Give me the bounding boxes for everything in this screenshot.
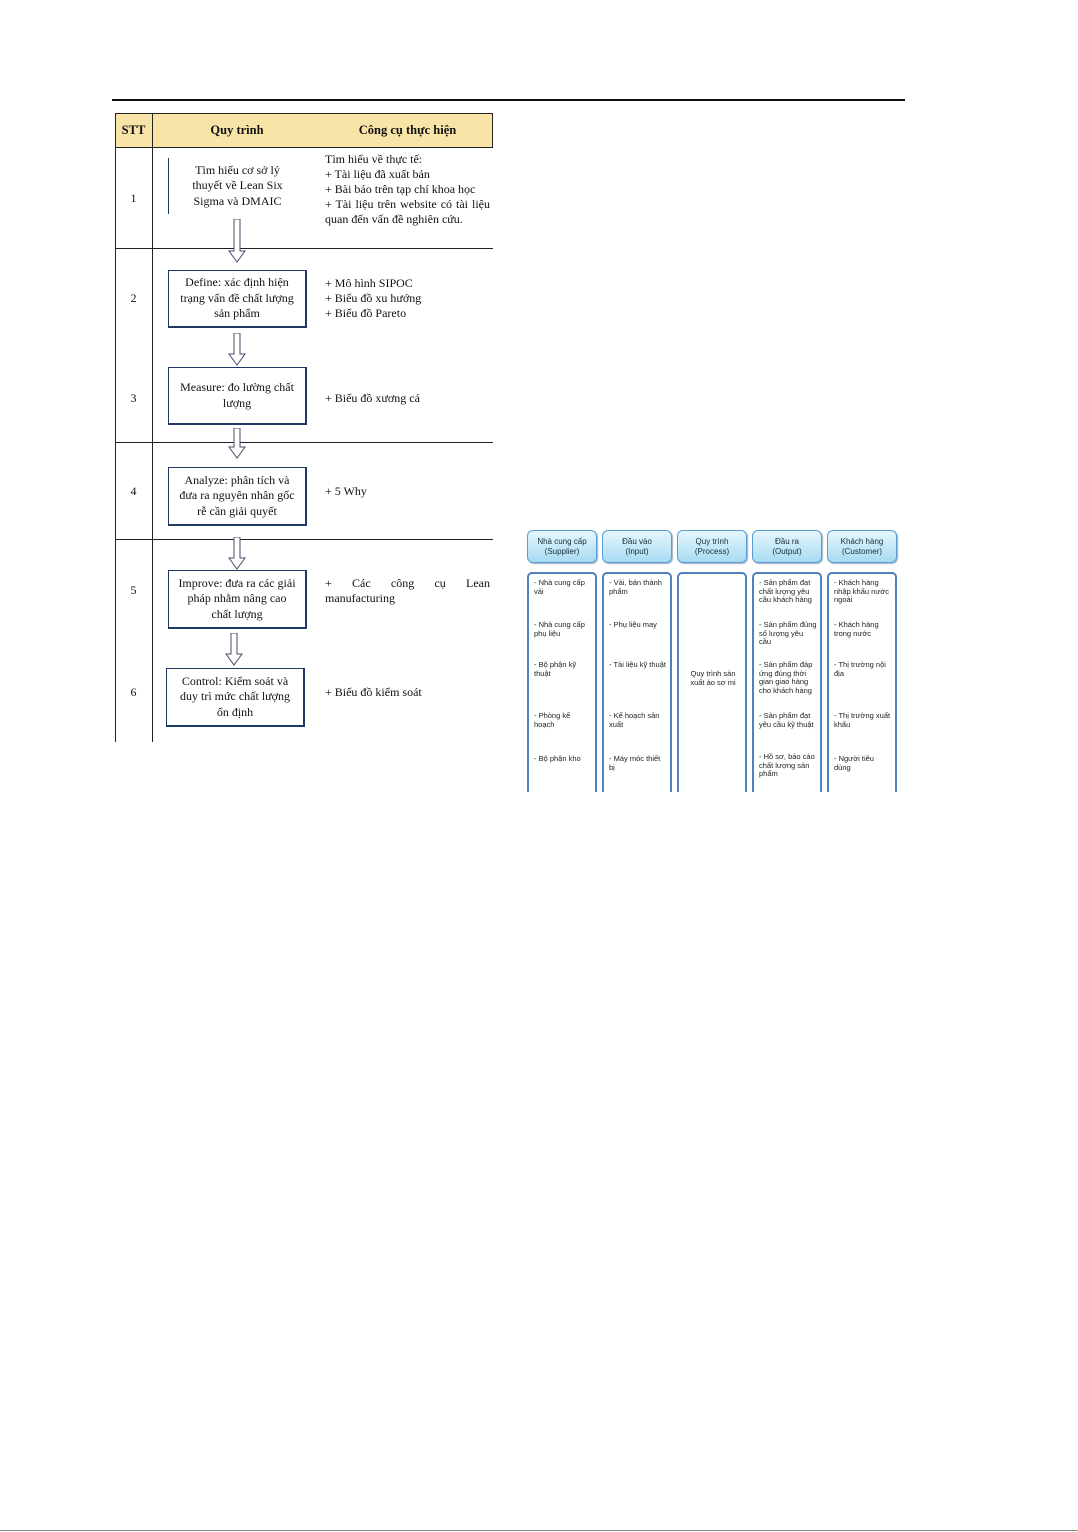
sipoc-item: - Tài liệu kỹ thuật xyxy=(609,660,666,669)
tool-item: + Biểu đồ xu hướng xyxy=(325,291,422,305)
header-tools: Công cụ thực hiện xyxy=(358,123,457,137)
row-number: 5 xyxy=(130,583,137,597)
sipoc-item: - Bộ phận kho xyxy=(534,754,581,763)
tool-item: + 5 Why xyxy=(325,484,367,498)
row-number: 1 xyxy=(130,191,137,205)
tools-list xyxy=(325,152,490,227)
tool-item: + Biểu đồ kiểm soát xyxy=(325,685,422,699)
row-divider xyxy=(115,248,493,249)
row-number: 3 xyxy=(130,391,137,405)
tool-item: + Mô hình SIPOC xyxy=(325,276,413,290)
sipoc-header-input: Đầu vào (Input) xyxy=(602,530,672,563)
down-arrow-icon xyxy=(228,428,246,459)
tool-item: + Biểu đồ xương cá xyxy=(325,391,420,405)
table-column-divider xyxy=(152,113,153,742)
tool-item: + Các công cụ Lean manufacturing xyxy=(325,576,490,605)
step-box: Measure: đo lường chất lượng xyxy=(168,367,307,425)
down-arrow-icon xyxy=(228,537,246,570)
tool-item: Tìm hiểu về thực tế: xyxy=(325,152,423,166)
sipoc-column-output xyxy=(752,572,822,792)
tools-list xyxy=(325,484,490,499)
down-arrow-icon xyxy=(228,219,246,263)
sipoc-item: - Phụ liệu may xyxy=(609,620,657,629)
sipoc-header-supplier: Nhà cung cấp (Supplier) xyxy=(527,530,597,563)
table-left-border xyxy=(115,113,116,742)
sipoc-item: - Kế hoạch sản xuất xyxy=(609,711,660,729)
sipoc-item: - Sản phẩm đáp ứng đúng thời gian giao hàng cho khách hàng xyxy=(759,660,813,695)
tools-list xyxy=(325,276,490,321)
sipoc-item: - Khách hàng trong nước xyxy=(834,620,879,638)
row-divider xyxy=(115,539,493,540)
sipoc-item: - Khách hàng nhập khẩu nước ngoài xyxy=(834,578,889,604)
tools-list xyxy=(325,391,490,406)
sipoc-column-customer xyxy=(827,572,897,792)
sipoc-header-customer: Khách hàng (Customer) xyxy=(827,530,897,563)
tool-item: + Biểu đồ Pareto xyxy=(325,306,407,320)
sipoc-item: - Sản phẩm đạt chất lượng yêu cầu khách hàng xyxy=(759,578,812,604)
step-box: Improve: đưa ra các giải pháp nhằm nâng cao chất lượng xyxy=(168,570,307,629)
sipoc-item: - Thị trường nội địa xyxy=(834,660,886,678)
top-rule xyxy=(112,99,905,101)
sipoc-header-process: Quy trình (Process) xyxy=(677,530,747,563)
sipoc-item: - Phòng kế hoạch xyxy=(534,711,571,729)
sipoc-item: - Bộ phận kỹ thuật xyxy=(534,660,577,678)
down-arrow-icon xyxy=(225,633,243,666)
sipoc-column-input xyxy=(602,572,672,792)
sipoc-column-process xyxy=(677,572,747,792)
step-box: Analyze: phân tích và đưa ra nguyên nhân gốc rễ cần giải quyết xyxy=(168,467,307,526)
sipoc-item: - Máy móc thiết bị xyxy=(609,754,661,772)
row-number: 2 xyxy=(130,291,137,305)
down-arrow-icon xyxy=(228,333,246,366)
sipoc-header-output: Đầu ra (Output) xyxy=(752,530,822,563)
row-number: 6 xyxy=(130,685,137,699)
tools-list xyxy=(325,685,490,700)
sipoc-item: - Thị trường xuất khẩu xyxy=(834,711,891,729)
row-number: 4 xyxy=(130,484,137,498)
step-box: Tìm hiểu cơ sở lý thuyết về Lean Six Sigma và DMAIC xyxy=(168,158,306,214)
sipoc-item: - Hồ sơ, báo cáo chất lượng sản phẩm xyxy=(759,752,815,778)
tool-item: + Tài liệu trên website có tài liệu quan đến vấn đề nghiên cứu. xyxy=(325,197,490,226)
sipoc-item: - Người tiêu dùng xyxy=(834,754,874,772)
tools-list xyxy=(325,576,490,606)
sipoc-column-supplier xyxy=(527,572,597,792)
tool-item: + Tài liệu đã xuất bản xyxy=(325,167,430,181)
sipoc-item: - Nhà cung cấp phụ liệu xyxy=(534,620,585,638)
sipoc-item: - Nhà cung cấp vải xyxy=(534,578,585,596)
header-stt: STT xyxy=(121,123,146,137)
row-divider xyxy=(115,442,493,443)
step-box: Define: xác định hiện trạng vấn đề chất lượng sản phẩm xyxy=(168,270,307,328)
step-box: Control: Kiểm soát và duy trì mức chất lượng ổn định xyxy=(166,668,305,727)
sipoc-item: - Sản phẩm đúng số lượng yêu cầu xyxy=(759,620,817,646)
tool-item: + Bài báo trên tạp chí khoa học xyxy=(325,182,476,196)
sipoc-item: - Vải, bán thành phẩm xyxy=(609,578,662,596)
page-edge-line xyxy=(0,1530,1078,1531)
header-process: Quy trình xyxy=(210,123,264,137)
sipoc-item: - Sản phẩm đạt yêu cầu kỹ thuật xyxy=(759,711,814,729)
sipoc-item: Quy trình sản xuất áo sơ mi xyxy=(690,669,736,687)
